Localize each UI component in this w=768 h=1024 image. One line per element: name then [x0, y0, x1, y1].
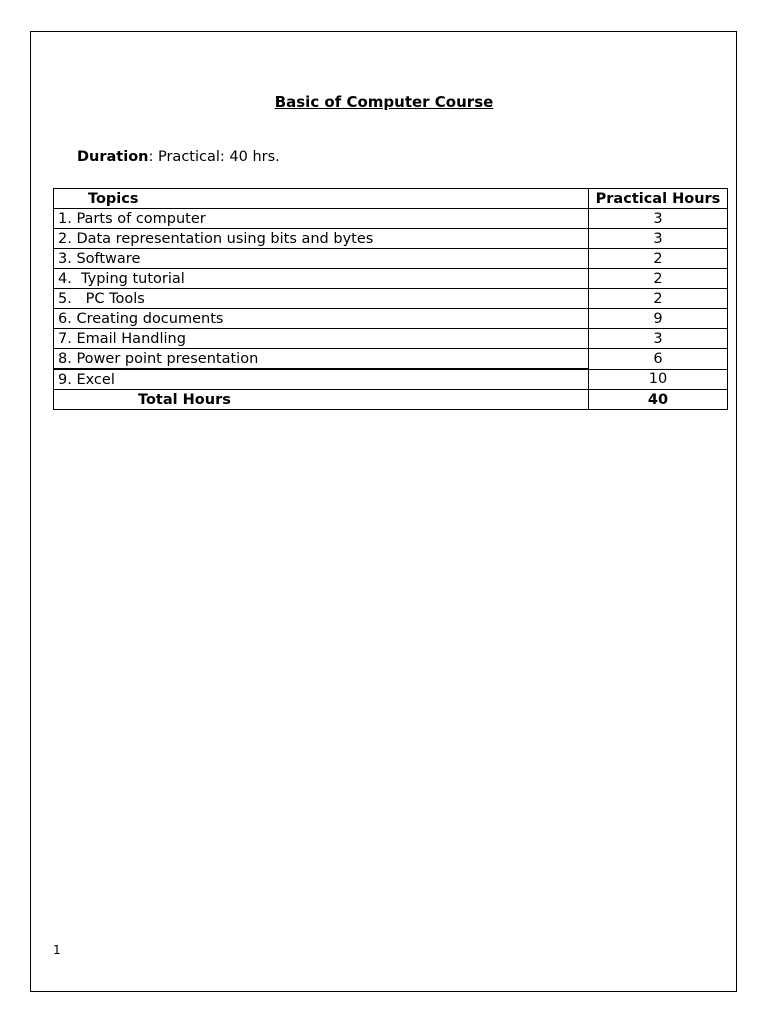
hours-cell: 2: [589, 269, 728, 289]
table-row: [54, 229, 728, 249]
table-row: [54, 329, 728, 349]
duration-label: Duration: [77, 149, 149, 165]
topic-cell: 4. Typing tutorial: [54, 269, 589, 289]
page-title: Basic of Computer Course: [274, 93, 494, 111]
topic-cell: 2. Data representation using bits and bytes: [54, 229, 589, 249]
table-row: [54, 249, 728, 269]
header-practical-hours: Practical Hours: [589, 189, 728, 209]
duration-value: : Practical: 40 hrs.: [148, 149, 280, 165]
table-row: [54, 309, 728, 329]
page-border: [30, 31, 737, 992]
table-header-row: [54, 189, 728, 209]
hours-cell: 10: [589, 369, 728, 390]
table-row: [54, 289, 728, 309]
topic-cell: 5. PC Tools: [54, 289, 589, 309]
duration-line: [77, 149, 280, 165]
hours-cell: 9: [589, 309, 728, 329]
topic-cell: 3. Software: [54, 249, 589, 269]
table-row: [54, 209, 728, 229]
topic-cell: 8. Power point presentation: [54, 349, 589, 370]
table-row: [54, 369, 728, 390]
total-hours-label: Total Hours: [54, 390, 589, 410]
total-row: [54, 390, 728, 410]
total-hours-value: 40: [589, 390, 728, 410]
topic-cell: 1. Parts of computer: [54, 209, 589, 229]
topic-cell: 7. Email Handling: [54, 329, 589, 349]
hours-cell: 2: [589, 249, 728, 269]
hours-cell: 3: [589, 329, 728, 349]
table-row: [54, 269, 728, 289]
hours-cell: 2: [589, 289, 728, 309]
hours-cell: 3: [589, 209, 728, 229]
topic-cell: 6. Creating documents: [54, 309, 589, 329]
table-row: [54, 349, 728, 370]
hours-cell: 6: [589, 349, 728, 370]
topic-cell: 9. Excel: [54, 369, 589, 390]
hours-cell: 3: [589, 229, 728, 249]
topics-table: [53, 188, 728, 410]
header-topics: Topics: [54, 189, 589, 209]
page-number: 1: [53, 943, 61, 957]
